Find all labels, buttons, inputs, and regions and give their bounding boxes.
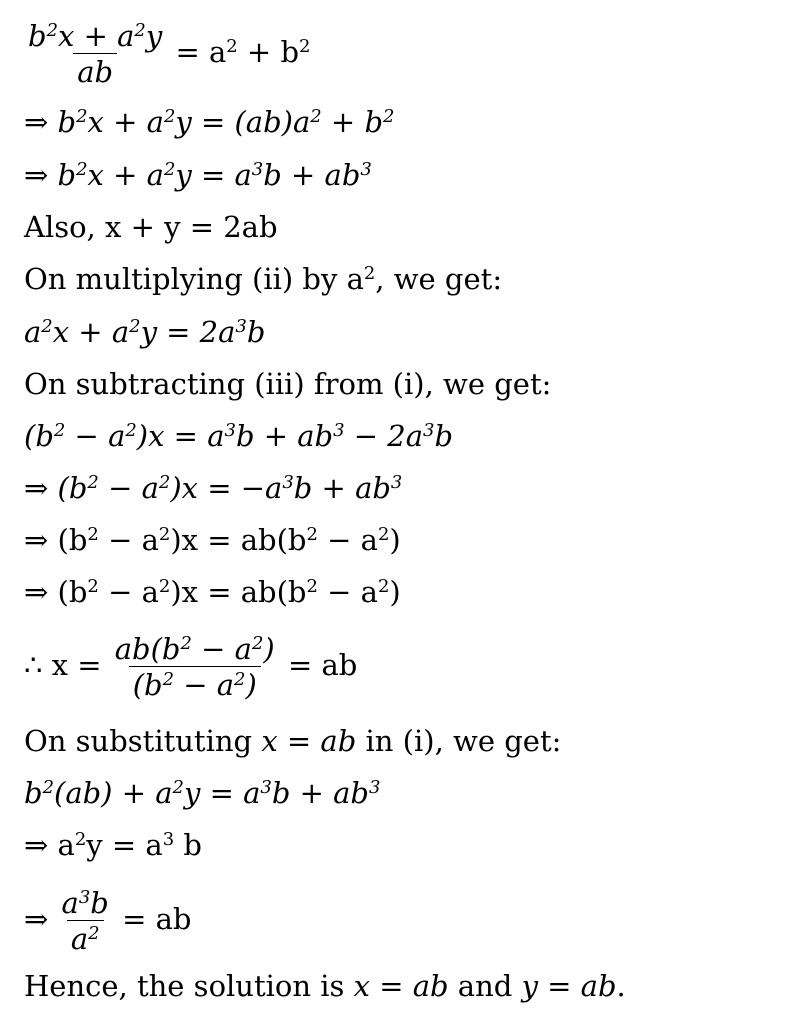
equation-line-11: ⇒ $(b^2 - a^2)x = ab(b^2 - a^2)$ — [24, 575, 401, 609]
equation-line-6: $a^2x + a^2y = 2a^3b$ — [24, 315, 266, 349]
fraction — [58, 886, 113, 957]
equation-rhs: = $a^2 + b^2$ — [175, 35, 311, 69]
equation-line-10: ⇒ $(b^2 - a^2)x = ab(b^2 - a^2)$ — [24, 523, 401, 557]
text-line-7: On subtracting (iii) from (i), we get: — [24, 367, 552, 401]
fraction-numerator: $ab(b^2 - a^2)$ — [114, 631, 275, 666]
fraction-denominator: $(b^2 - a^2)$ — [129, 666, 261, 703]
text-line-4: Also, x + y = 2ab — [24, 210, 278, 244]
equation-line-2: ⇒ $b^2x + a^2y = (ab)a^2 + b^2$ — [24, 105, 395, 139]
equation-line-14: $b^2(ab) + a^2y = a^3b + ab^3$ — [24, 776, 381, 810]
equation-line-9: ⇒ $(b^2 - a^2)x = -a^3b + ab^3$ — [24, 471, 403, 505]
implies-symbol: ⇒ — [24, 158, 49, 192]
implies-symbol: ⇒ — [24, 575, 49, 609]
fraction-numerator: $a^3b$ — [61, 885, 109, 920]
fraction — [111, 632, 279, 703]
fraction — [24, 19, 166, 90]
implies-symbol: ⇒ — [24, 902, 49, 936]
equation-line-12: ∴ x = $\frac{ab(b^2 - a^2)}{(b^2 - a^2)}$ = ab — [24, 631, 358, 702]
equation-line-8: $(b^2 - a^2)x = a^3b + ab^3 - 2a^3b$ — [24, 419, 454, 453]
implies-symbol: ⇒ — [24, 105, 49, 139]
implies-symbol: ⇒ — [24, 828, 49, 862]
implies-symbol: ⇒ — [24, 471, 49, 505]
text-line-5: On multiplying (ii) by $a^2$, we get: — [24, 262, 503, 296]
fraction-denominator: ab — [73, 53, 117, 90]
text-line-13: On substituting x = ab in (i), we get: — [24, 724, 562, 758]
equation-line-15: ⇒ $a^2y = a^3$ b — [24, 828, 202, 862]
fraction-numerator: $b^2x + a^2y$ — [28, 18, 163, 53]
equation-line-16: ⇒ $\frac{a^3b}{a^2}$ = ab — [24, 885, 192, 956]
therefore-symbol: ∴ — [24, 648, 43, 682]
implies-symbol: ⇒ — [24, 523, 49, 557]
equation-line-3: ⇒ $b^2x + a^2y = a^3b + ab^3$ — [24, 158, 372, 192]
text-line-17: Hence, the solution is x = ab and y = ab. — [24, 969, 626, 1003]
fraction-denominator: $a^2$ — [67, 920, 104, 957]
equation-line-1 — [24, 12, 310, 92]
